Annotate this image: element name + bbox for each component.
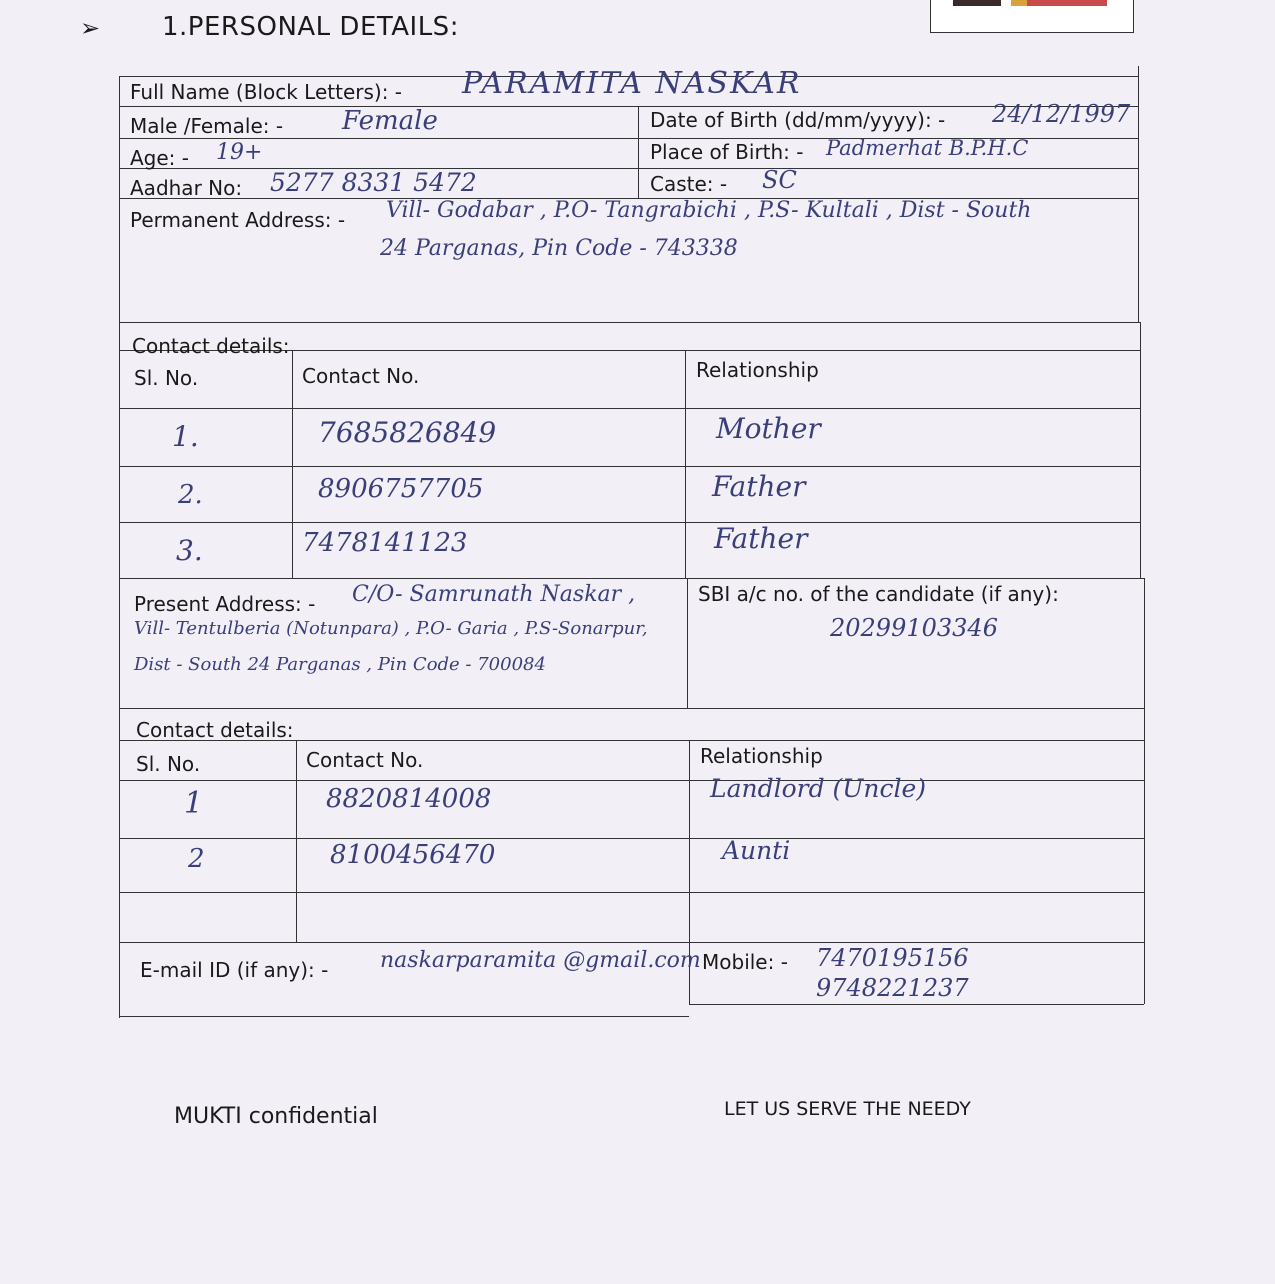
grid-left-border — [119, 76, 120, 1018]
place-of-birth-label: Place of Birth: - — [650, 140, 804, 164]
bullet-arrow-icon: ➢ — [80, 14, 101, 42]
photo-fragment-gold — [1011, 0, 1027, 6]
grid-line — [119, 408, 1140, 409]
dob-label: Date of Birth (dd/mm/yyyy): - — [650, 108, 946, 132]
footer-tagline: LET US SERVE THE NEEDY — [724, 1098, 971, 1120]
email-label: E-mail ID (if any): - — [140, 958, 329, 982]
contact-details-title-2: Contact details: — [136, 718, 294, 742]
table-cell-contact: 8100456470 — [330, 840, 496, 870]
table-cell-relationship: Landlord (Uncle) — [710, 774, 927, 803]
header-relationship-2: Relationship — [700, 744, 823, 768]
header-contact-no: Contact No. — [302, 364, 420, 388]
gender-value: Female — [342, 106, 438, 136]
mobile-label: Mobile: - — [702, 950, 788, 974]
grid-line — [119, 942, 1144, 943]
grid-line — [119, 522, 1140, 523]
grid-right-border-top — [1138, 66, 1139, 322]
gender-label: Male /Female: - — [130, 114, 284, 138]
grid-line — [119, 322, 1140, 323]
full-name-label: Full Name (Block Letters): - — [130, 80, 403, 104]
header-sl-no: Sl. No. — [134, 366, 199, 390]
table-cell-contact: 8906757705 — [318, 474, 484, 504]
header-sl-no-2: Sl. No. — [136, 752, 201, 776]
email-value: naskarparamita @gmail.com — [380, 948, 701, 973]
permanent-address-label: Permanent Address: - — [130, 208, 346, 232]
aadhar-label: Aadhar No: — [130, 176, 243, 200]
photo-strip — [930, 0, 1134, 33]
place-of-birth-value: Padmerhat B.P.H.C — [826, 136, 1029, 160]
header-relationship: Relationship — [696, 358, 819, 382]
grid-line — [119, 466, 1140, 467]
grid-line — [296, 740, 297, 942]
table-cell-sl: 1. — [172, 420, 199, 453]
grid-bottom-border — [119, 1016, 689, 1017]
grid-right-border-mid — [1140, 322, 1141, 578]
table-cell-relationship: Aunti — [722, 836, 791, 865]
sbi-account-label: SBI a/c no. of the candidate (if any): — [698, 582, 1059, 606]
present-address-line3: Dist - South 24 Parganas , Pin Code - 700084 — [134, 654, 546, 675]
grid-line — [687, 578, 688, 708]
grid-line — [119, 578, 1144, 579]
table-cell-sl: 3. — [176, 534, 203, 567]
caste-value: SC — [762, 166, 797, 194]
photo-fragment-red — [1027, 0, 1107, 6]
grid-line — [689, 1004, 1144, 1005]
table-cell-relationship: Mother — [716, 412, 821, 445]
table-cell-contact: 8820814008 — [326, 784, 492, 814]
age-label: Age: - — [130, 146, 189, 170]
header-contact-no-2: Contact No. — [306, 748, 424, 772]
permanent-address-line2: 24 Parganas, Pin Code - 743338 — [380, 236, 738, 261]
table-cell-sl: 1 — [184, 786, 204, 821]
grid-right-border-bottom — [1144, 578, 1145, 1004]
grid-line — [119, 780, 1144, 781]
table-cell-sl: 2. — [178, 480, 203, 510]
grid-line — [119, 892, 1144, 893]
permanent-address-line1: Vill- Godabar , P.O- Tangrabichi , P.S- Kultali , Dist - South — [386, 198, 1032, 223]
grid-line — [638, 106, 639, 198]
grid-line — [685, 350, 686, 578]
grid-line — [119, 708, 1144, 709]
aadhar-value: 5277 8331 5472 — [270, 168, 477, 197]
grid-line — [119, 106, 1138, 107]
contact-details-title: Contact details: — [132, 334, 290, 358]
present-address-label: Present Address: - — [134, 592, 316, 616]
dob-value: 24/12/1997 — [992, 100, 1131, 128]
footer-confidential: MUKTI confidential — [174, 1104, 378, 1129]
present-address-line2: Vill- Tentulberia (Notunpara) , P.O- Garia , P.S-Sonarpur, — [134, 618, 648, 639]
mobile-value-1: 7470195156 — [816, 944, 969, 972]
table-cell-contact: 7478141123 — [302, 528, 468, 558]
sbi-account-value: 20299103346 — [830, 614, 998, 642]
section-heading: 1.PERSONAL DETAILS: — [162, 12, 459, 42]
table-cell-contact: 7685826849 — [318, 416, 497, 449]
photo-fragment-dark — [953, 0, 1001, 6]
present-address-line1: C/O- Samrunath Naskar , — [352, 582, 636, 607]
caste-label: Caste: - — [650, 172, 728, 196]
grid-line — [119, 838, 1144, 839]
mobile-value-2: 9748221237 — [816, 974, 969, 1002]
grid-line — [292, 350, 293, 578]
table-cell-sl: 2 — [188, 844, 205, 874]
table-cell-relationship: Father — [714, 522, 808, 555]
table-cell-relationship: Father — [712, 470, 806, 503]
full-name-value: PARAMITA NASKAR — [462, 66, 802, 101]
age-value: 19+ — [216, 140, 263, 165]
